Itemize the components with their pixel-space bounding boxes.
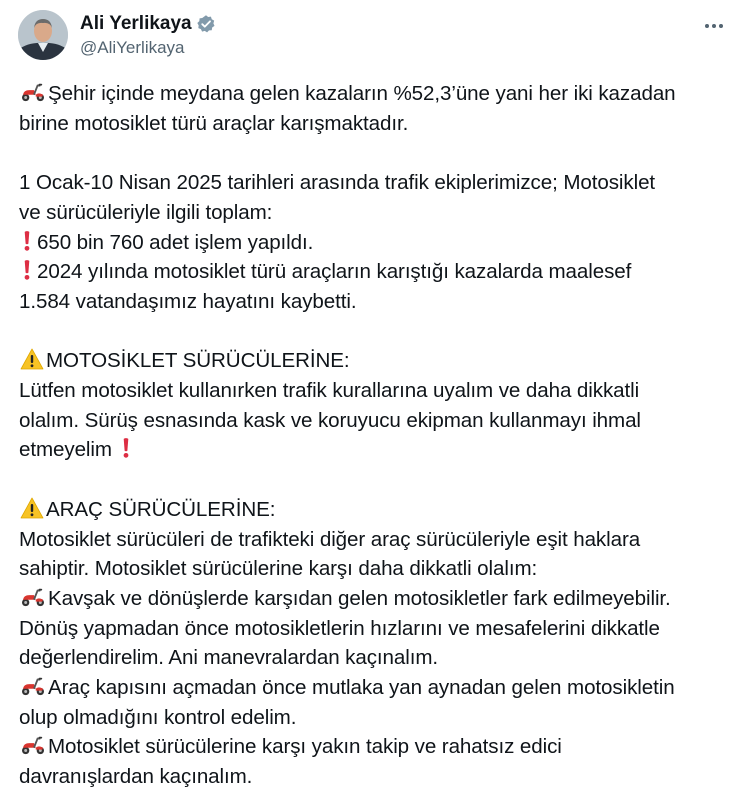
motor-scooter-icon [19, 734, 47, 756]
text-line: ve sürücüleriyle ilgili toplam: [19, 200, 273, 224]
motor-scooter-icon [19, 81, 47, 103]
exclamation-icon [22, 230, 32, 252]
avatar-photo [18, 10, 68, 60]
author-handle[interactable]: @AliYerlikaya [80, 38, 185, 57]
section-heading: ARAÇ SÜRÜCÜLERİNE: [46, 497, 276, 521]
verified-badge-icon [196, 14, 216, 34]
tweet-text [19, 79, 731, 792]
text-line: birine motosiklet türü araçlar karışmaktadır. [19, 111, 409, 135]
avatar[interactable] [18, 10, 68, 60]
text-line: 1 Ocak-10 Nisan 2025 tarihleri arasında trafik ekiplerimizce; Motosiklet [19, 171, 656, 195]
tweet-header [18, 10, 730, 66]
exclamation-icon [22, 259, 32, 281]
text-line: olup olmadığını kontrol edelim. [19, 705, 297, 729]
warning-icon [19, 497, 45, 519]
warning-icon [19, 348, 45, 370]
text-line: 1.584 vatandaşımız hayatını kaybetti. [19, 289, 357, 313]
author-name[interactable]: Ali Yerlikaya [80, 13, 192, 34]
exclamation-icon [121, 437, 131, 459]
text-line: Lütfen motosiklet kullanırken trafik kurallarına uyalım ve daha dikkatli [19, 379, 640, 402]
text-line: etmeyelim [19, 438, 112, 462]
text-line: davranışlardan kaçınalım. [19, 765, 253, 789]
text-line: değerlendirelim. Ani manevralardan kaçınalım. [19, 646, 439, 670]
motor-scooter-icon [19, 586, 47, 608]
text-line: Araç kapısını açmadan önce mutlaka yan aynadan gelen motosikletin [48, 676, 675, 700]
text-line: olalım. Sürüş esnasında kask ve koruyucu ekipman kullanmayı ihmal [19, 408, 641, 432]
text-line: Motosiklet sürücülerine karşı yakın takip ve rahatsız edici [48, 735, 562, 759]
motor-scooter-icon [19, 675, 47, 697]
text-line: 650 bin 760 adet işlem yapıldı. [37, 230, 314, 254]
text-line: Motosiklet sürücüleri de trafikteki diğer araç sürücüleriyle eşit haklara [19, 527, 641, 551]
text-line: Şehir içinde meydana gelen kazaların %52,3’üne yani her iki kazadan [48, 82, 676, 105]
text-line: sahiptir. Motosiklet sürücülerine karşı daha dikkatli olalım: [19, 557, 538, 581]
section-heading: MOTOSİKLET SÜRÜCÜLERİNE: [46, 349, 350, 373]
text-line: 2024 yılında motosiklet türü araçların karıştığı kazalarda maalesef [37, 260, 632, 284]
text-line: Dönüş yapmadan önce motosikletlerin hızlarını ve mesafelerini dikkatle [19, 616, 660, 640]
text-line: Kavşak ve dönüşlerde karşıdan gelen motosikletler fark edilmeyebilir. [48, 586, 671, 610]
more-options-icon[interactable] [702, 14, 726, 38]
